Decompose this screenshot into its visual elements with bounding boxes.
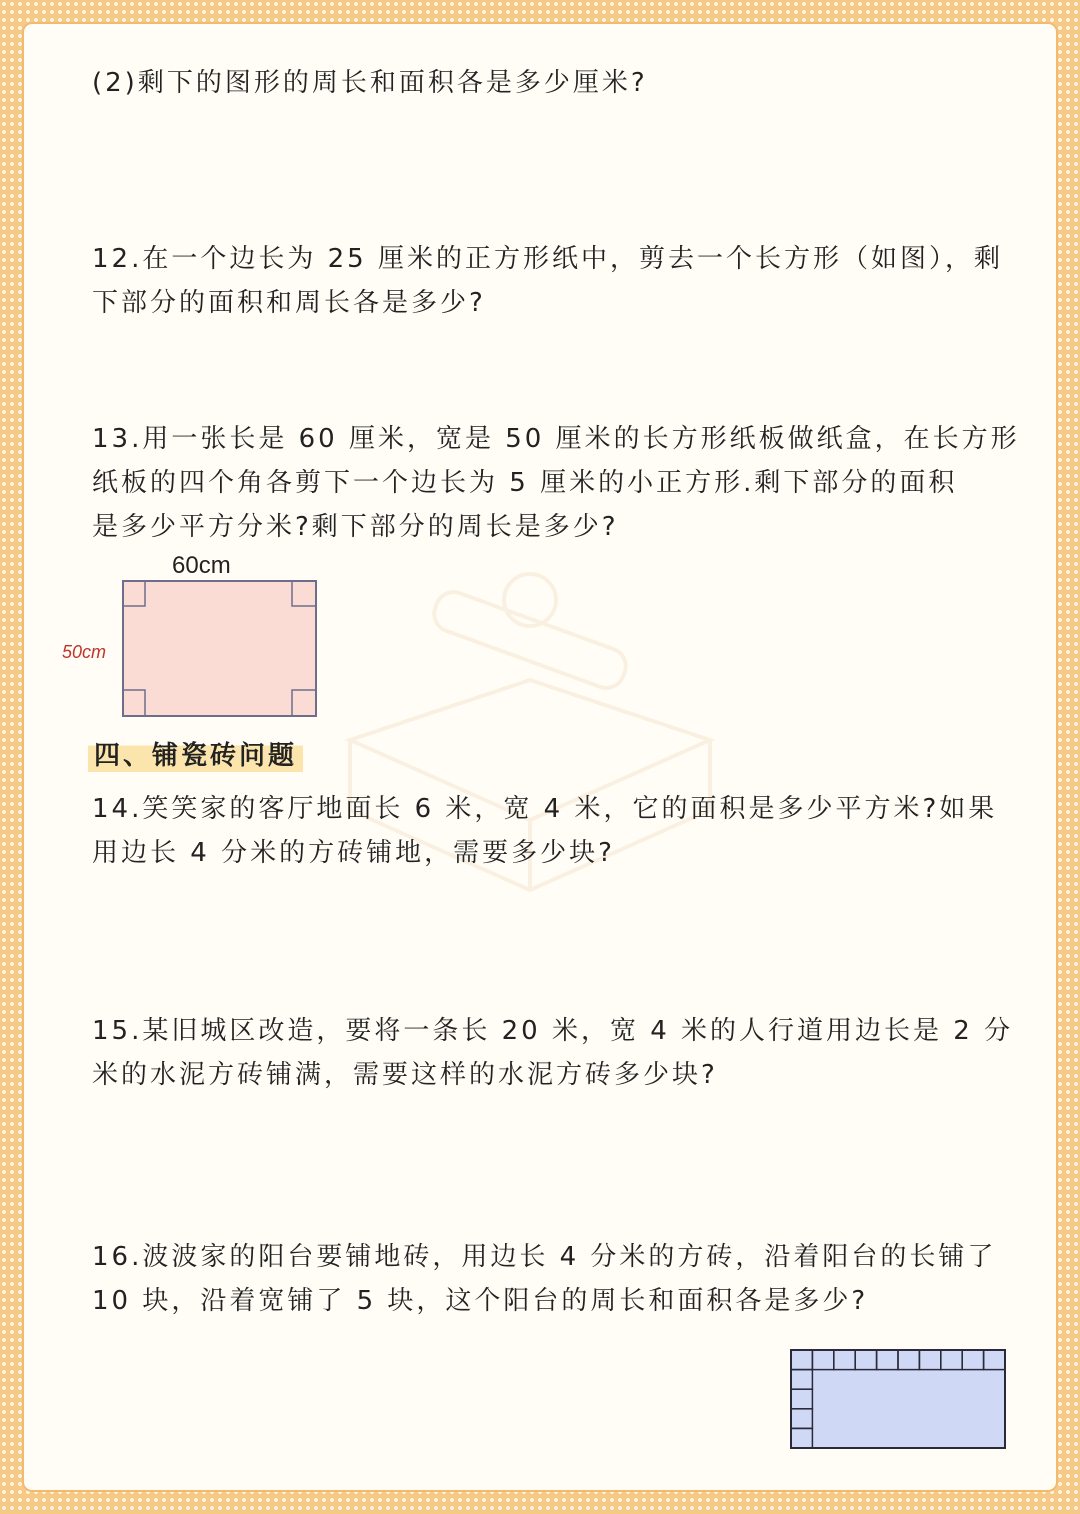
question-16-line-2: 10 块，沿着宽铺了 5 块，这个阳台的周长和面积各是多少?: [92, 1286, 869, 1316]
question-12-line-1: 12.在一个边长为 25 厘米的正方形纸中，剪去一个长方形（如图），剩: [92, 244, 1003, 274]
question-16-line-1: 16.波波家的阳台要铺地砖，用边长 4 分米的方砖，沿着阳台的长铺了: [92, 1242, 997, 1272]
figure-width-label: 60cm: [172, 552, 231, 579]
question-13-line-3: 是多少平方分米?剩下部分的周长是多少?: [92, 512, 619, 542]
question-14-line-2: 用边长 4 分米的方砖铺地，需要多少块?: [92, 838, 615, 868]
question-12-line-2: 下部分的面积和周长各是多少?: [92, 288, 486, 318]
section-4-heading: 四、铺瓷砖问题: [88, 733, 303, 774]
question-15-line-1: 15.某旧城区改造，要将一条长 20 米，宽 4 米的人行道用边长是 2 分: [92, 1016, 1014, 1046]
question-13-line-1: 13.用一张长是 60 厘米，宽是 50 厘米的长方形纸板做纸盒，在长方形: [92, 424, 1020, 454]
question-13-line-2: 纸板的四个角各剪下一个边长为 5 厘米的小正方形.剩下部分的面积: [92, 468, 958, 498]
figure-height-label: 50cm: [62, 642, 107, 662]
question-14-line-1: 14.笑笑家的客厅地面长 6 米，宽 4 米，它的面积是多少平方米?如果: [92, 794, 998, 824]
balcony-tile-figure: [789, 1348, 1007, 1450]
cardboard-rectangle-figure: [120, 578, 320, 720]
question-15-line-2: 米的水泥方砖铺满，需要这样的水泥方砖多少块?: [92, 1060, 718, 1090]
question-11-part-2: (2)剩下的图形的周长和面积各是多少厘米?: [92, 68, 648, 98]
